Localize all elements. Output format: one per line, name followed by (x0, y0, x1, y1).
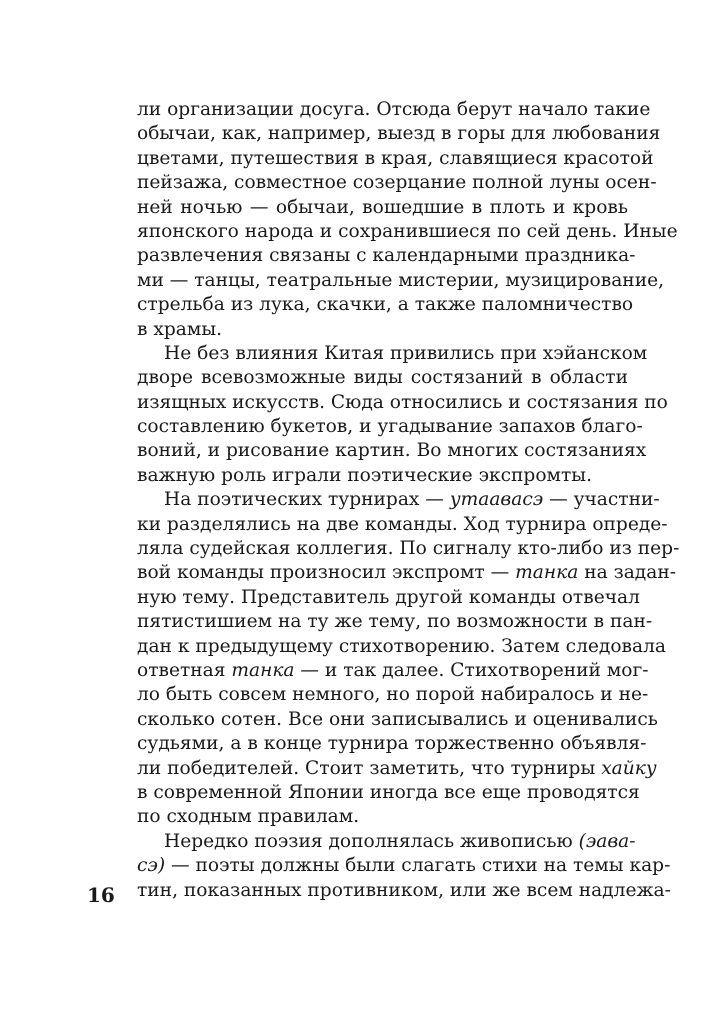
text-line: дворе всевозможные виды состязаний в области (137, 367, 628, 389)
text-line: ми — танцы, театральные мистерии, музицирование, (137, 269, 665, 291)
text-line: развлечения связаны с календарными праздника- (137, 245, 636, 267)
paragraph (137, 488, 680, 829)
text-line: Нередко поэзия дополнялась живописью (эава- (164, 830, 636, 852)
text-line: японского народа и сохранившиеся по сей день. Иные (137, 220, 678, 242)
text-line: ло быть совсем немного, но порой набиралось и не- (137, 684, 649, 706)
text-line: цветами, путешествия в края, славящиеся красотой (137, 147, 654, 169)
text-line: ную тему. Представитель другой команды отвечал (137, 586, 640, 608)
text-line: ответная танка — и так далее. Стихотворений мог- (137, 659, 649, 681)
text-line: сколько сотен. Все они записывались и оценивались (137, 708, 658, 730)
text-line: стрельба из лука, скачки, а также паломничество (137, 294, 634, 316)
paragraph (137, 98, 678, 342)
text-line: ки разделялись на две команды. Ход турнира опреде- (137, 513, 668, 535)
text-line: важную роль играли поэтические экспромты. (137, 464, 592, 486)
text-line: в современной Японии иногда все еще проводятся (137, 781, 640, 803)
text-line: тин, показанных противником, или же всем надлежа- (137, 879, 671, 901)
text-line: пятистишием на ту же тему, по возможности в пан- (137, 611, 653, 633)
text-line: пейзажа, совместное созерцание полной луны осен- (137, 172, 657, 194)
text-line: ляла судейская коллегия. По сигналу кто-либо из пер- (137, 538, 680, 560)
text-line: На поэтических турнирах — утаавасэ — участни- (164, 489, 660, 511)
text-line: в храмы. (137, 318, 223, 340)
text-line: воний, и рисование картин. Во многих состязаниях (137, 440, 647, 462)
page-number: 16 (87, 883, 115, 907)
text-line: судьями, а в конце турнира торжественно объявля- (137, 733, 647, 755)
text-line: дан к предыдущему стихотворению. Затем следовала (137, 635, 666, 657)
text-line: изящных искусств. Сюда относились и состязания по (137, 391, 668, 413)
text-line: сэ) — поэты должны были слагать стихи на темы кар- (137, 855, 671, 877)
text-line: ли организации досуга. Отсюда берут начало такие (137, 99, 651, 120)
text-line: обычаи, как, например, выезд в горы для любования (137, 123, 661, 145)
text-line: ней ночью — обычаи, вошедшие в плоть и кровь (137, 196, 628, 218)
text-line: Не без влияния Китая привились при хэйанском (164, 342, 648, 364)
text-line: ли победителей. Стоит заметить, что турниры хайку (137, 757, 657, 779)
paragraph (137, 830, 671, 903)
body-text (137, 98, 680, 903)
text-line: вой команды произносил экспромт — танка на задан- (137, 562, 677, 584)
paragraph (137, 342, 668, 488)
text-line: по сходным правилам. (137, 806, 360, 828)
text-line: составлению букетов, и угадывание запахов благо- (137, 416, 643, 438)
